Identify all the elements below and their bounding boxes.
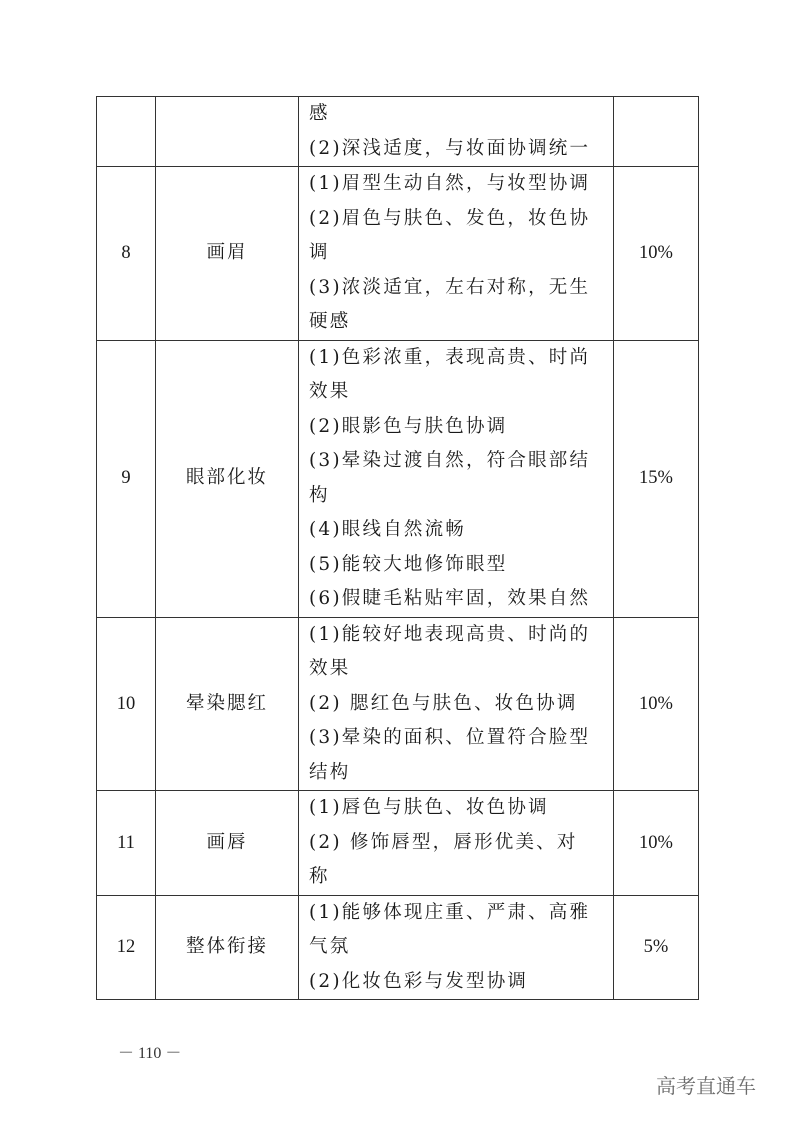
requirement-line: 效果 bbox=[309, 381, 351, 402]
table-row bbox=[97, 895, 699, 1000]
requirement-line: (3)晕染的面积、位置符合脸型 bbox=[309, 727, 591, 748]
requirement-line: (3)浓淡适宜，左右对称，无生 bbox=[309, 276, 591, 298]
requirement-line: 结构 bbox=[309, 761, 351, 783]
requirements-cell bbox=[299, 340, 614, 617]
weight-cell: 10% bbox=[614, 167, 699, 341]
requirement-line: 调 bbox=[309, 242, 330, 263]
item-name-cell: 晕染腮红 bbox=[156, 617, 299, 791]
weight-cell: 10% bbox=[614, 617, 699, 791]
requirement-line: (3)晕染过渡自然，符合眼部结 bbox=[309, 450, 591, 471]
requirement-line: (2) 修饰唇型，唇形优美、对 bbox=[309, 831, 578, 853]
requirement-line: (2)深浅适度，与妆面协调统一 bbox=[309, 137, 591, 159]
requirement-line: 硬感 bbox=[309, 311, 351, 332]
item-number-cell bbox=[97, 97, 156, 167]
requirements-cell bbox=[299, 617, 614, 791]
scoring-criteria-table bbox=[96, 96, 699, 1000]
requirements-cell bbox=[299, 791, 614, 896]
table-row bbox=[97, 791, 699, 896]
requirement-line: (2)化妆色彩与发型协调 bbox=[309, 970, 529, 992]
watermark-text: 高考直通车 bbox=[656, 1074, 756, 1098]
item-number-cell: 12 bbox=[97, 895, 156, 1000]
requirement-line: (5)能较大地修饰眼型 bbox=[309, 553, 508, 575]
requirement-line: 称 bbox=[309, 866, 330, 887]
requirement-line: (2) 腮红色与肤色、妆色协调 bbox=[309, 692, 578, 714]
requirement-line: 效果 bbox=[309, 658, 351, 679]
requirements-cell bbox=[299, 895, 614, 1000]
requirement-line: 构 bbox=[309, 484, 330, 506]
page-number: － 110 － bbox=[118, 1045, 182, 1062]
table-row bbox=[97, 167, 699, 341]
requirement-line: (1)色彩浓重，表现高贵、时尚 bbox=[309, 346, 591, 368]
table-row bbox=[97, 340, 699, 617]
item-number-cell: 10 bbox=[97, 617, 156, 791]
table-body bbox=[97, 97, 699, 1000]
weight-cell: 10% bbox=[614, 791, 699, 896]
item-name-cell: 整体衔接 bbox=[156, 895, 299, 1000]
table-row bbox=[97, 97, 699, 167]
requirements-cell bbox=[299, 97, 614, 167]
item-number-cell: 11 bbox=[97, 791, 156, 896]
requirement-line: (6)假睫毛粘贴牢固，效果自然 bbox=[309, 588, 591, 609]
item-name-cell: 画眉 bbox=[156, 167, 299, 341]
item-number-cell: 9 bbox=[97, 340, 156, 617]
requirement-line: (2)眉色与肤色、发色，妆色协 bbox=[309, 207, 591, 229]
item-name-cell: 画唇 bbox=[156, 791, 299, 896]
item-name-cell: 眼部化妆 bbox=[156, 340, 299, 617]
requirement-line: 气氛 bbox=[309, 936, 351, 957]
weight-cell: 5% bbox=[614, 895, 699, 1000]
item-number-cell: 8 bbox=[97, 167, 156, 341]
requirement-line: 感 bbox=[309, 103, 330, 124]
requirement-line: (1)眉型生动自然，与妆型协调 bbox=[309, 173, 591, 194]
requirement-line: (1)能较好地表现高贵、时尚的 bbox=[309, 623, 591, 645]
item-name-cell bbox=[156, 97, 299, 167]
requirement-line: (1)能够体现庄重、严肃、高雅 bbox=[309, 901, 591, 923]
weight-cell: 15% bbox=[614, 340, 699, 617]
requirement-line: (2)眼影色与肤色协调 bbox=[309, 415, 508, 437]
requirement-line: (1)唇色与肤色、妆色协调 bbox=[309, 797, 549, 818]
requirements-cell bbox=[299, 167, 614, 341]
weight-cell bbox=[614, 97, 699, 167]
table-row bbox=[97, 617, 699, 791]
requirement-line: (4)眼线自然流畅 bbox=[309, 519, 467, 540]
